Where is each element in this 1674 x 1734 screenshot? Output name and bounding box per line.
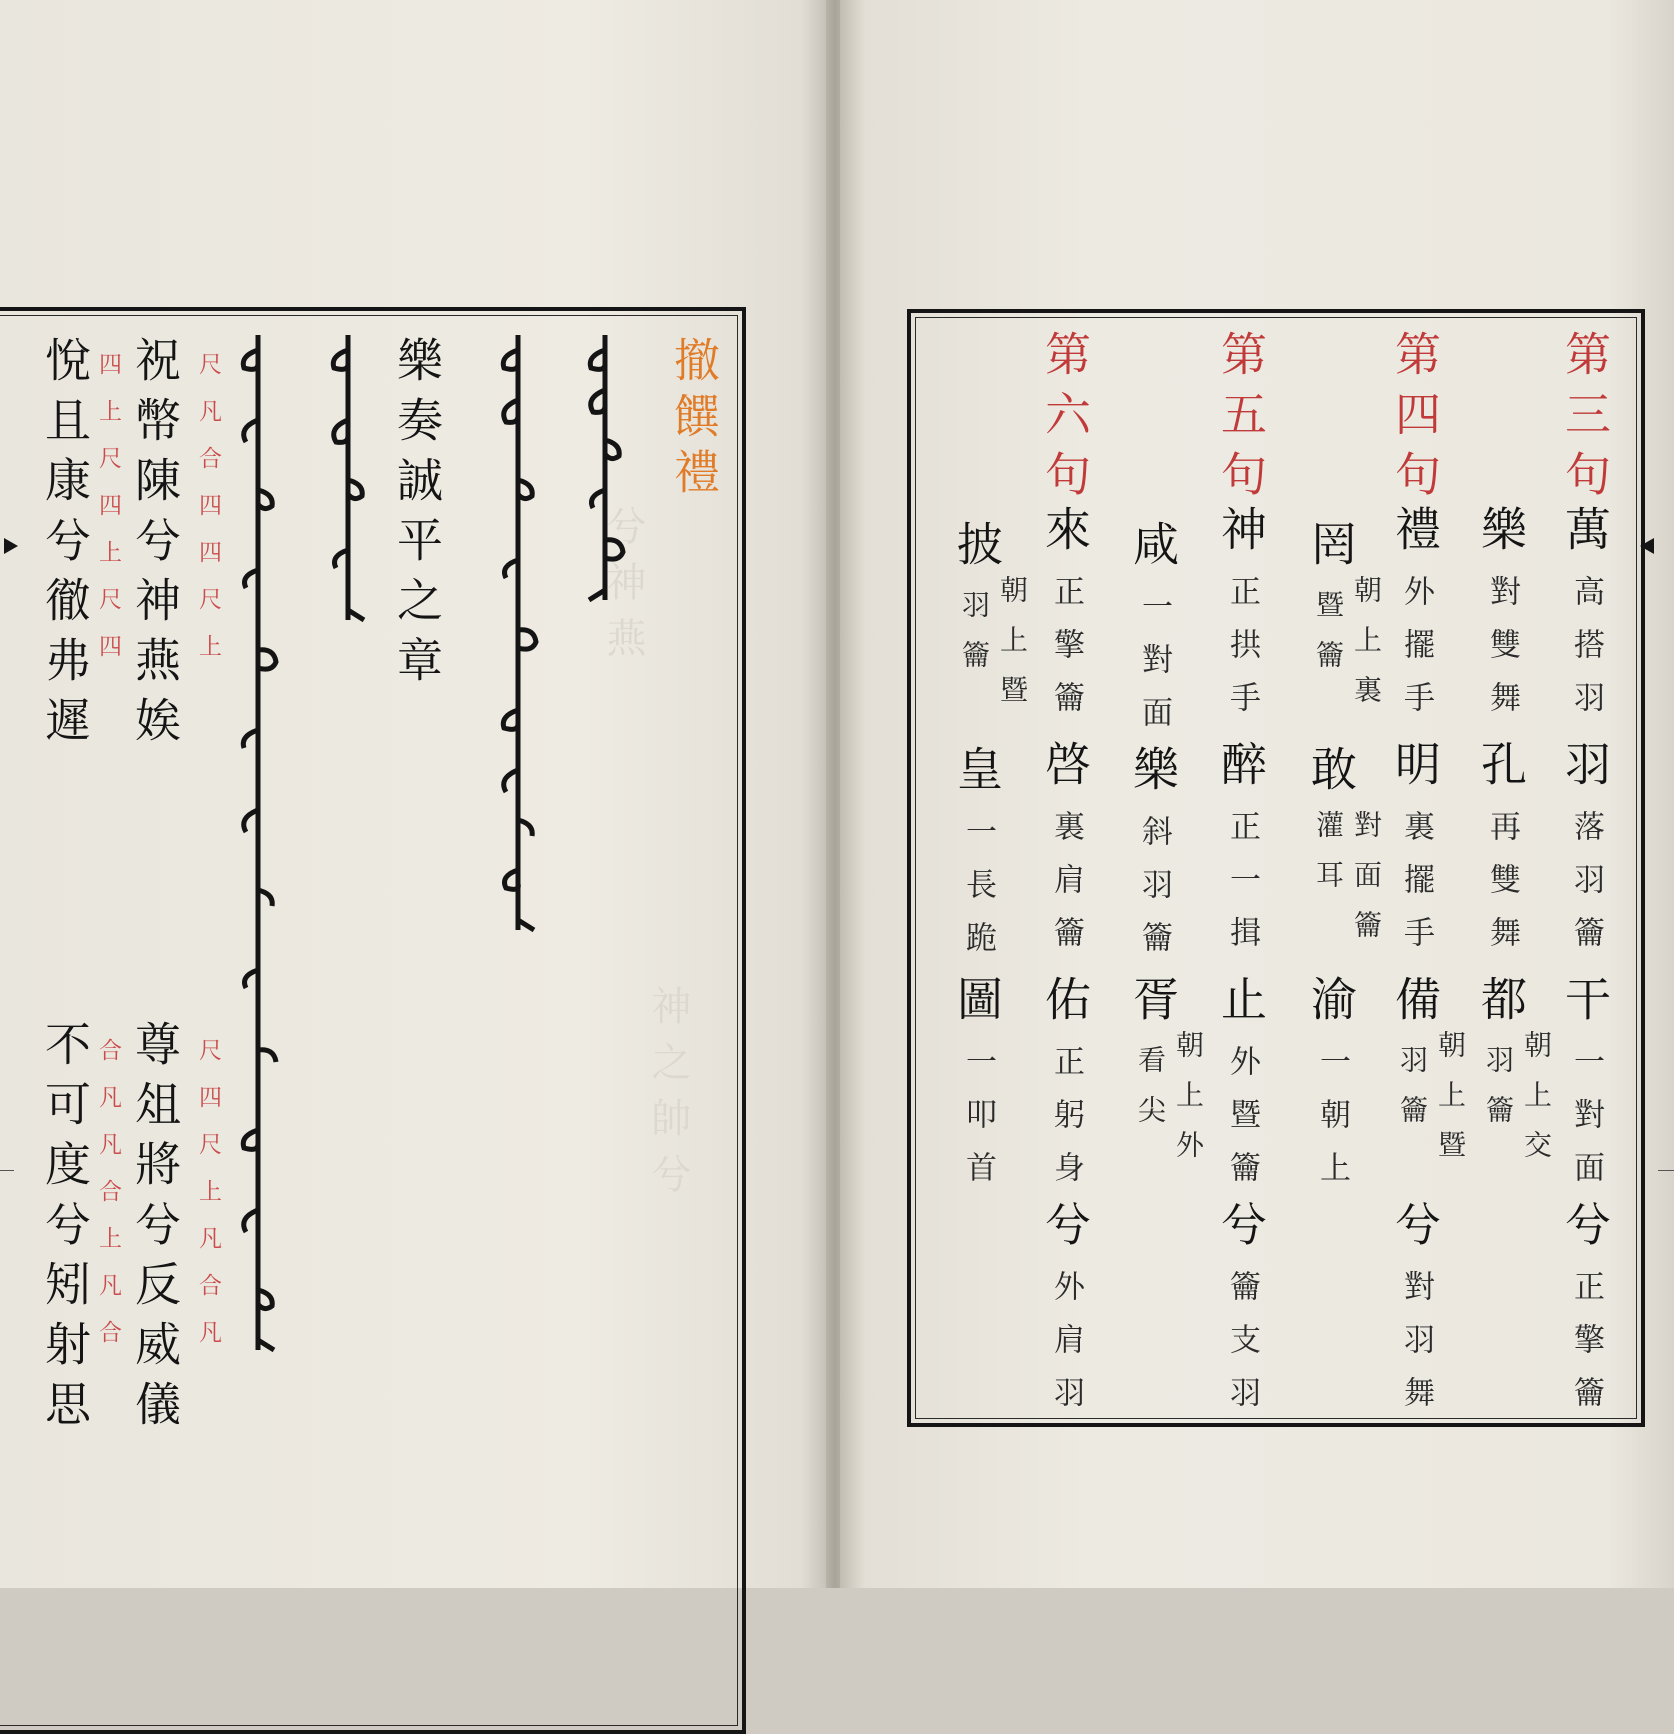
dance-word: 萬 [1558,505,1612,565]
dance-word: 兮 [1558,1200,1612,1260]
dance-word: 兮 [1214,1200,1268,1260]
dance-word: 神 [1214,505,1268,565]
right-page-frame [907,309,1645,1427]
dance-word: 圖 [950,975,1004,1035]
dance-instruction: 對羽舞 [1398,1270,1434,1429]
dance-word: 敢 [1304,745,1358,805]
dance-word: 兮 [1038,1200,1092,1260]
dance-instruction: 一長跪 [960,815,996,974]
dance-instruction: 再雙舞 [1484,810,1520,969]
dance-word: 兮 [1388,1200,1442,1260]
lyric-line: 悅且康兮徹弗遲 [38,336,92,756]
dance-word: 孔 [1474,740,1528,800]
show-through-text: 兮神燕 [600,505,646,673]
lyric-line: 尊俎將兮反威儀 [128,1020,182,1440]
page-edge-line [1658,1170,1674,1171]
mongolian-script-column [228,330,288,1370]
dance-instruction: 對面籥 [1350,810,1383,960]
dance-word: 罔 [1304,520,1358,580]
dance-word: 胥 [1126,975,1180,1035]
dance-instruction: 朝上暨 [1434,1030,1467,1180]
dance-instruction: 裏擺手 [1398,810,1434,969]
dance-instruction: 籥支羽 [1224,1270,1260,1429]
dance-instruction: 正拱手 [1224,575,1260,734]
verse-heading: 第四句 [1388,330,1442,510]
dance-word: 明 [1388,740,1442,800]
dance-word: 干 [1558,975,1612,1035]
dance-instruction: 朝上裏 [1350,575,1383,725]
dance-instruction: 高搭羽 [1568,575,1604,734]
dance-word: 醉 [1214,740,1268,800]
dance-instruction: 正一揖 [1224,810,1260,969]
gongche-notation: 尺凡合四四尺上 [195,352,221,681]
gongche-notation: 合凡凡合上凡合 [95,1038,121,1367]
lyric-line: 不可度兮矧射思 [38,1020,92,1440]
dance-instruction: 朝上交 [1520,1030,1553,1180]
dance-instruction: 羽籥 [1396,1045,1429,1145]
dance-instruction: 裏肩籥 [1048,810,1084,969]
dance-word: 禮 [1388,505,1442,565]
dance-instruction: 羽籥 [958,590,991,690]
dance-instruction: 看尖 [1134,1045,1167,1145]
dance-instruction: 暨籥 [1312,590,1345,690]
verse-heading: 第三句 [1558,330,1612,510]
dance-word: 渝 [1304,975,1358,1035]
dance-word: 皇 [950,745,1004,805]
dance-instruction: 一叩首 [960,1045,996,1204]
mongolian-script-column [488,330,548,970]
dance-instruction: 正擎籥 [1048,575,1084,734]
section-heading: 撤饌禮 [667,336,721,504]
verse-heading: 第六句 [1038,330,1092,510]
gongche-notation: 尺四尺上凡合凡 [195,1038,221,1367]
dance-word: 啓 [1038,740,1092,800]
dance-instruction: 正躬身 [1048,1045,1084,1204]
dance-word: 來 [1038,505,1092,565]
mongolian-script-column [575,330,635,630]
dance-word: 披 [950,520,1004,580]
dance-word: 樂 [1474,505,1528,565]
dance-instruction: 灌耳 [1312,810,1345,910]
dance-word: 備 [1388,975,1442,1035]
show-through-text: 神之帥兮 [645,985,691,1209]
dance-instruction: 外暨籥 [1224,1045,1260,1204]
dance-instruction: 羽籥 [1482,1045,1515,1145]
dance-instruction: 正擎籥 [1568,1270,1604,1429]
fishtail-mark-left [4,538,18,554]
lyric-line: 祝幣陳兮神燕娭 [128,336,182,756]
dance-instruction: 對雙舞 [1484,575,1520,734]
dance-instruction: 外擺手 [1398,575,1434,734]
dance-word: 都 [1474,975,1528,1035]
verse-heading: 第五句 [1214,330,1268,510]
dance-instruction: 一對面 [1568,1045,1604,1204]
dance-instruction: 一朝上 [1314,1045,1350,1204]
page-edge-line [0,1170,14,1171]
dance-instruction: 一對面 [1136,590,1172,749]
dance-instruction: 朝上外 [1172,1030,1205,1180]
music-intro-text: 樂奏誠平之章 [390,336,444,696]
dance-instruction: 朝上暨 [996,575,1029,725]
dance-word: 羽 [1558,740,1612,800]
dance-instruction: 落羽籥 [1568,810,1604,969]
dance-word: 止 [1214,975,1268,1035]
dance-word: 佑 [1038,975,1092,1035]
gongche-notation: 四上尺四上尺四 [95,352,121,681]
dance-word: 咸 [1126,520,1180,580]
dance-instruction: 斜羽籥 [1136,815,1172,974]
dance-instruction: 外肩羽 [1048,1270,1084,1429]
left-page [0,0,834,1588]
mongolian-script-column [318,330,378,630]
dance-word: 樂 [1126,745,1180,805]
